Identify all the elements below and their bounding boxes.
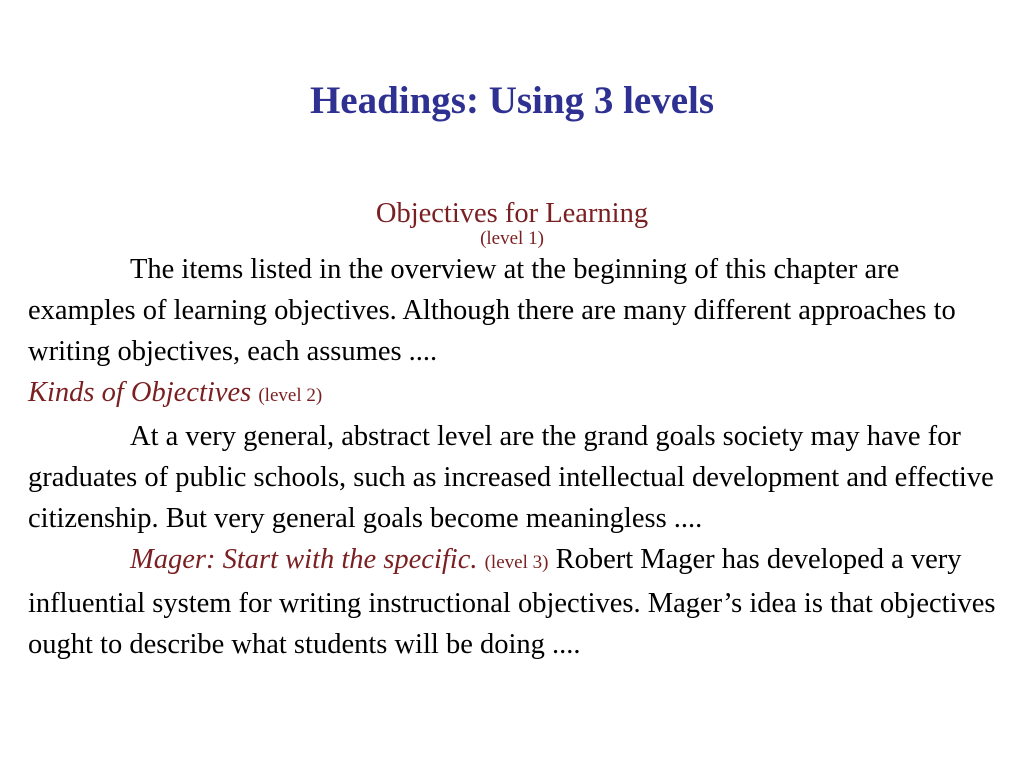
level1-paragraph xyxy=(28,249,996,372)
slide-title: Headings: Using 3 levels xyxy=(309,79,715,122)
level1-heading: Objectives for Learning xyxy=(375,198,649,229)
level2-text: At a very general, abstract level are the grand goals society may have for graduates of public schools, such as increased intellectual development and effective citizenship. But very general goals become meaningless .... xyxy=(28,421,994,534)
level2-paragraph xyxy=(28,416,996,539)
level2-heading: Kinds of Objectives xyxy=(28,377,252,408)
level3-heading: Mager: Start with the specific. xyxy=(130,544,478,575)
level3-text: Robert Mager has developed a very influential system for writing instructional objectives. Mager’s idea is that objectives ought to describe what students will be doing .... xyxy=(28,544,996,660)
slide-body xyxy=(28,193,996,665)
level1-text: The items listed in the overview at the beginning of this chapter are examples of learning objectives. Although there are many different approaches to writing objectives, each assumes .... xyxy=(28,254,956,367)
level3-note: (level 3) xyxy=(484,552,549,573)
level1-note: (level 1) xyxy=(480,228,544,249)
level2-note: (level 2) xyxy=(258,385,323,406)
level3-paragraph xyxy=(28,539,996,665)
level2-line xyxy=(28,372,996,416)
